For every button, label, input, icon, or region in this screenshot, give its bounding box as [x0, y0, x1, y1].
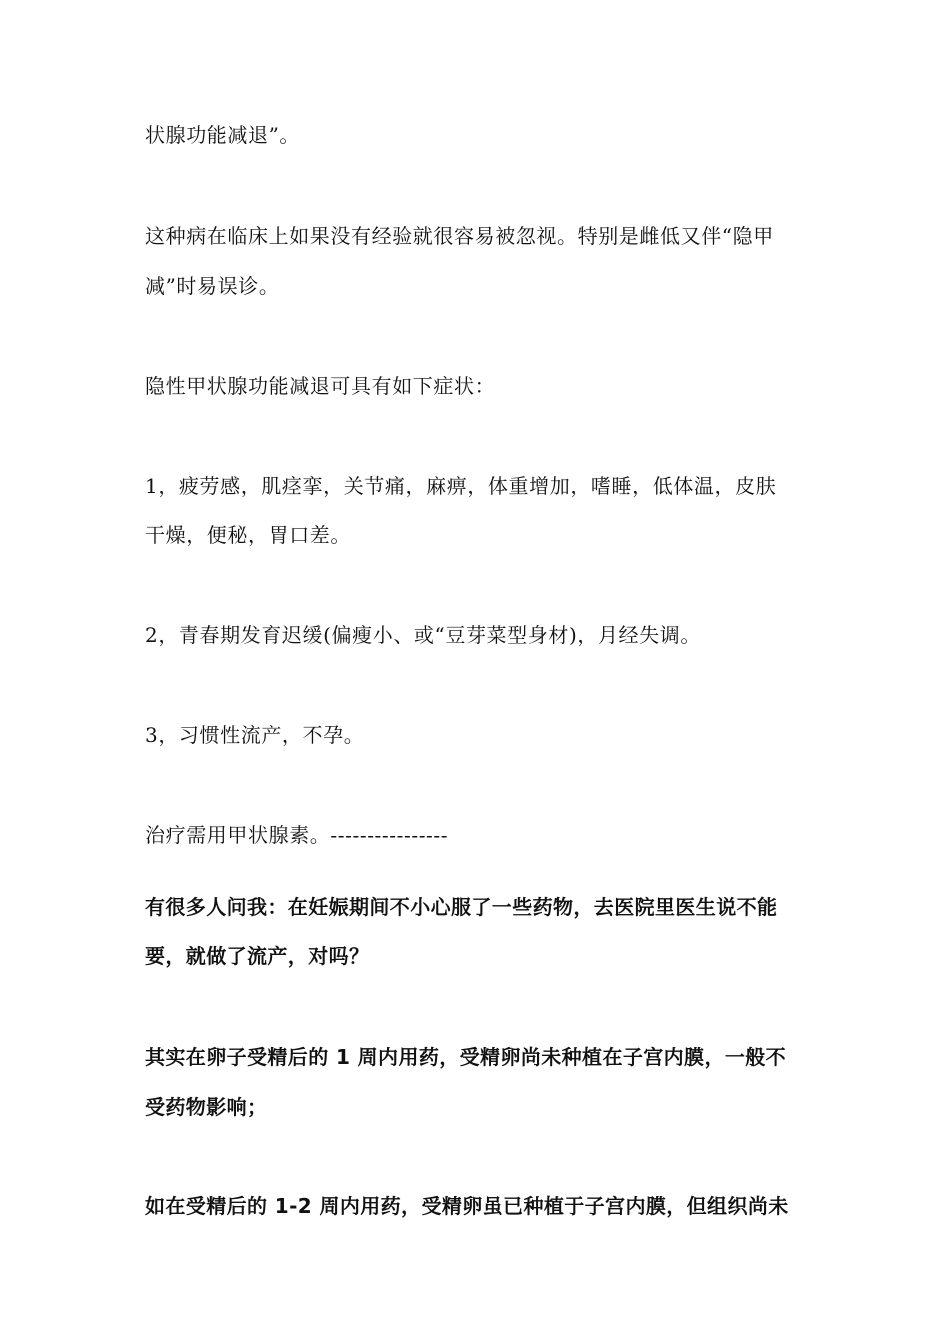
- text-line: 受药物影响；: [145, 1095, 268, 1119]
- text-line: 干燥，便秘，胃口差。: [145, 523, 351, 547]
- text-line: 减”时易误诊。: [145, 274, 280, 298]
- text-line: 2，青春期发育迟缓(偏瘦小、或“豆芽菜型身材)，月经失调。: [145, 623, 701, 647]
- text-line: 1，疲劳感，肌痉挛，关节痛，麻痹，体重增加，嗜睡，低体温，皮肤: [145, 474, 777, 498]
- text-line: 状腺功能减退”。: [145, 123, 301, 147]
- text-line: 其实在卵子受精后的 1 周内用药，受精卵尚未种植在子宫内膜，一般不: [145, 1045, 787, 1069]
- text-line: 治疗需用甲状腺素。----------------: [145, 823, 449, 847]
- text-line: 如在受精后的 1-2 周内用药，受精卵虽已种植于子宫内膜，但组织尚未: [145, 1194, 789, 1218]
- text-line: 隐性甲状腺功能减退可具有如下症状：: [145, 374, 496, 398]
- text-line: 这种病在临床上如果没有经验就很容易被忽视。特别是雌低又伴“隐甲: [145, 224, 774, 248]
- text-line: 要，就做了流产，对吗？: [145, 944, 370, 968]
- text-line: 3，习惯性流产，不孕。: [145, 723, 365, 747]
- text-line: 有很多人问我：在妊娠期间不小心服了一些药物，去医院里医生说不能: [145, 895, 778, 919]
